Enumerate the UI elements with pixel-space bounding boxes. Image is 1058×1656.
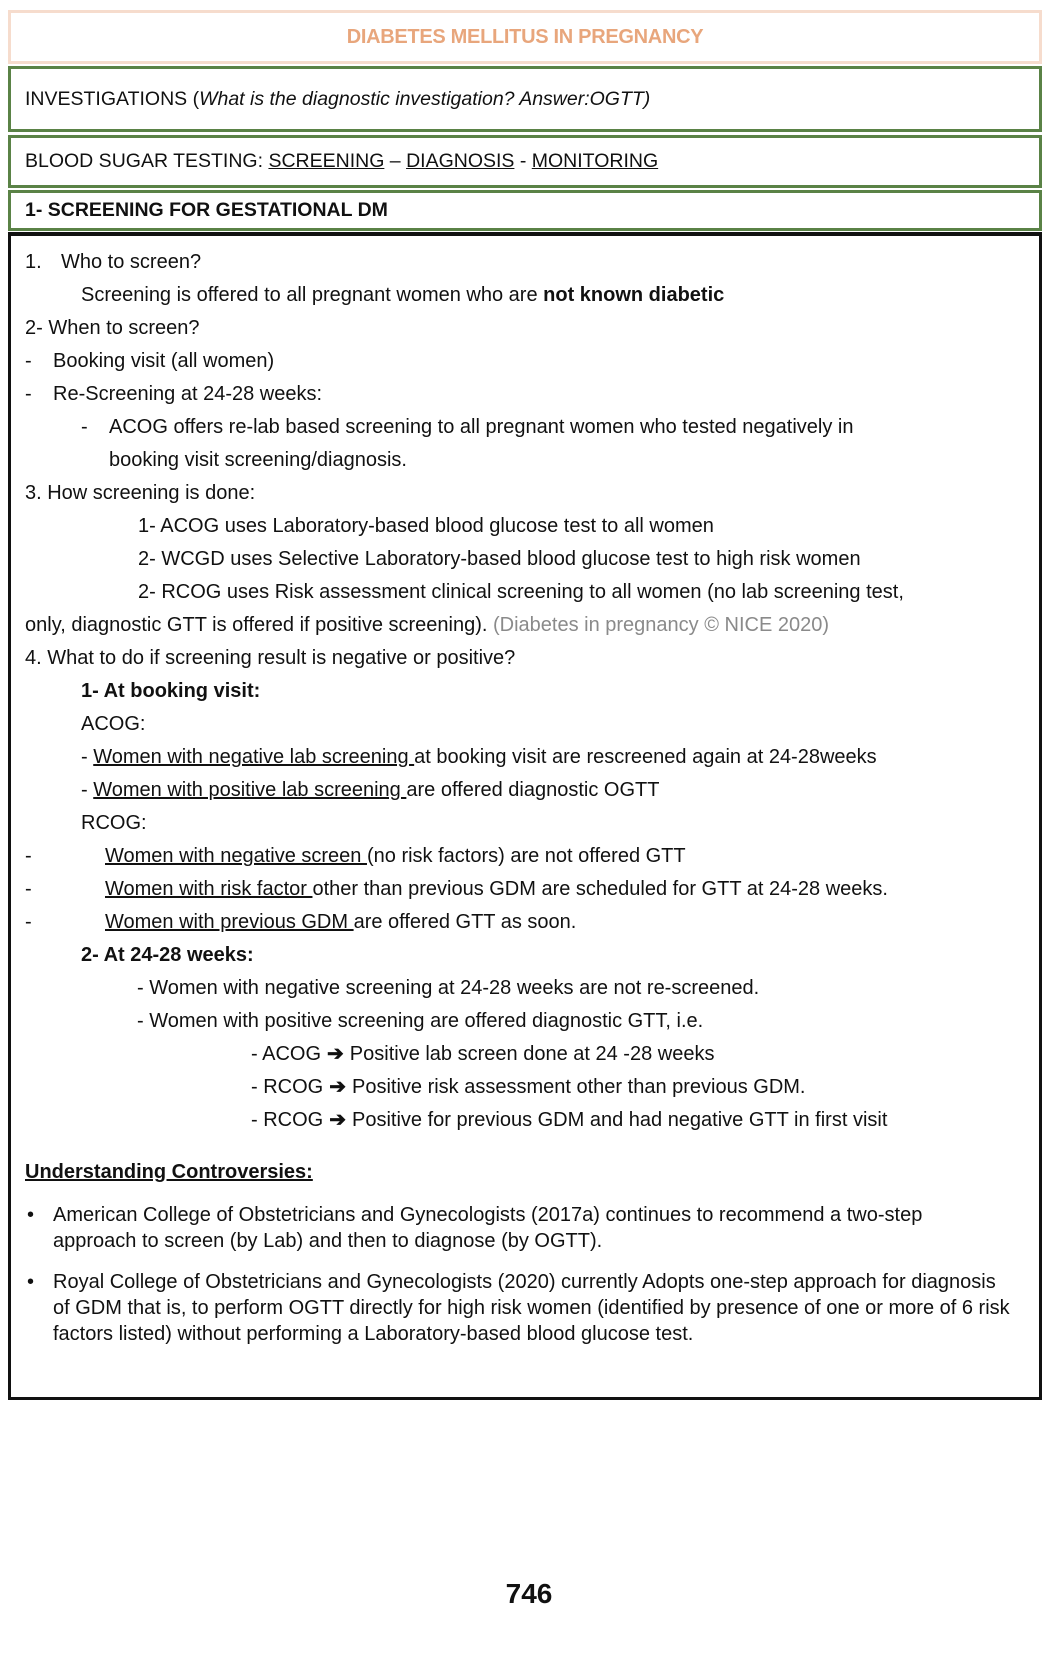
dash-icon: - bbox=[25, 911, 32, 933]
dash-icon: - bbox=[81, 416, 88, 438]
rcog-item-rest: are offered GTT as soon. bbox=[353, 911, 577, 933]
page-number: 746 bbox=[505, 1578, 553, 1609]
controversies-heading: Understanding Controversies: bbox=[25, 1161, 313, 1183]
monitoring-link: MONITORING bbox=[531, 150, 659, 172]
who-text-bold: not known diabetic bbox=[543, 284, 725, 306]
rcog-item bbox=[25, 906, 1029, 939]
controversy-bullet: • Royal College of Obstetricians and Gynecologists (2020) currently Adopts one-step approach for diagnosis of GDM that is, to perform OGTT directly for high risk women (identified by presence of one or more of 6 risk factors listed) without performing a Laboratory-based blood glucose test. bbox=[25, 1269, 1011, 1347]
acog-item-underlined: Women with negative lab screening bbox=[93, 746, 415, 768]
how-item: 2- WCGD uses Selective Laboratory-based blood glucose test to high risk women bbox=[138, 548, 861, 570]
weeks-heading: 2- At 24-28 weeks: bbox=[81, 944, 254, 966]
content-lines bbox=[25, 246, 1029, 1137]
dash-icon: - bbox=[81, 746, 88, 768]
rcog-label: RCOG: bbox=[81, 812, 147, 834]
separator: - bbox=[514, 150, 532, 172]
org-label: - RCOG bbox=[251, 1109, 324, 1131]
arrow-right-icon: ➔ bbox=[329, 1076, 346, 1098]
booking-heading: 1- At booking visit: bbox=[81, 680, 261, 702]
how-continuation bbox=[25, 609, 1029, 642]
arrow-item bbox=[25, 1104, 1029, 1137]
screening-link: SCREENING bbox=[268, 150, 385, 172]
how-heading: 3. How screening is done: bbox=[25, 482, 256, 504]
list-number: 1. bbox=[25, 251, 42, 273]
rcog-item-rest: (no risk factors) are not offered GTT bbox=[366, 845, 686, 867]
who-text bbox=[25, 279, 1029, 312]
blood-sugar-label: BLOOD SUGAR TESTING: bbox=[25, 150, 269, 172]
when-subitem-cont: booking visit screening/diagnosis. bbox=[109, 449, 407, 471]
acog-item-rest: at booking visit are rescreened again at 24-28weeks bbox=[414, 746, 877, 768]
section-header-box bbox=[8, 190, 1042, 231]
weeks-item: - Women with negative screening at 24-28 weeks are not re-screened. bbox=[137, 977, 760, 999]
separator: – bbox=[384, 150, 407, 172]
arrow-item-text: Positive risk assessment other than previous GDM. bbox=[351, 1076, 806, 1098]
who-heading bbox=[25, 246, 1029, 279]
when-subitem-text: ACOG offers re-lab based screening to all pregnant women who tested negatively in bbox=[109, 416, 854, 438]
when-heading: 2- When to screen? bbox=[25, 317, 200, 339]
rcog-item-underlined: Women with previous GDM bbox=[105, 911, 354, 933]
rcog-item bbox=[25, 840, 1029, 873]
how-continuation-text: only, diagnostic GTT is offered if positive screening). bbox=[25, 614, 493, 636]
investigations-box bbox=[8, 66, 1042, 132]
dash-icon: - bbox=[81, 779, 88, 801]
document-title: DIABETES MELLITUS IN PREGNANCY bbox=[346, 26, 704, 48]
when-subitem bbox=[25, 411, 1029, 444]
arrow-item bbox=[25, 1038, 1029, 1071]
arrow-item bbox=[25, 1071, 1029, 1104]
controversies-section bbox=[25, 1158, 1011, 1362]
rcog-item-underlined: Women with risk factor bbox=[105, 878, 313, 900]
arrow-right-icon: ➔ bbox=[329, 1109, 346, 1131]
main-content-box bbox=[8, 232, 1042, 1400]
arrow-right-icon: ➔ bbox=[327, 1043, 344, 1065]
acog-item-rest: are offered diagnostic OGTT bbox=[406, 779, 660, 801]
diagnosis-link: DIAGNOSIS bbox=[406, 150, 515, 172]
acog-item bbox=[25, 774, 1029, 807]
dash-icon: - bbox=[25, 878, 32, 900]
citation: (Diabetes in pregnancy © NICE 2020) bbox=[493, 614, 830, 636]
investigations-label: INVESTIGATIONS ( bbox=[25, 87, 200, 110]
org-label: - ACOG bbox=[251, 1043, 322, 1065]
acog-item bbox=[25, 741, 1029, 774]
arrow-item-text: Positive lab screen done at 24 -28 weeks bbox=[349, 1043, 715, 1065]
how-item: 2- RCOG uses Risk assessment clinical screening to all women (no lab screening test, bbox=[138, 581, 904, 603]
when-item-text: Booking visit (all women) bbox=[53, 350, 275, 372]
section-header: 1- SCREENING FOR GESTATIONAL DM bbox=[25, 199, 388, 221]
how-item: 1- ACOG uses Laboratory-based blood glucose test to all women bbox=[138, 515, 714, 537]
when-item bbox=[25, 378, 1029, 411]
rcog-item-underlined: Women with negative screen bbox=[105, 845, 367, 867]
arrow-item-text: Positive for previous GDM and had negative GTT in first visit bbox=[351, 1109, 888, 1131]
org-label: - RCOG bbox=[251, 1076, 324, 1098]
investigations-question: What is the diagnostic investigation? Answer:OGTT) bbox=[199, 87, 651, 110]
controversy-bullet: • American College of Obstetricians and Gynecologists (2017a) continues to recommend a two-step approach to screen (by Lab) and then to diagnose (by OGTT). bbox=[25, 1202, 1011, 1254]
rcog-item-rest: other than previous GDM are scheduled for GTT at 24-28 weeks. bbox=[312, 878, 888, 900]
acog-label: ACOG: bbox=[81, 713, 146, 735]
dash-icon: - bbox=[25, 350, 32, 372]
what-to-do-heading: 4. What to do if screening result is negative or positive? bbox=[25, 647, 516, 669]
acog-item-underlined: Women with positive lab screening bbox=[93, 779, 407, 801]
when-item-text: Re-Screening at 24-28 weeks: bbox=[53, 383, 323, 405]
weeks-item: - Women with positive screening are offered diagnostic GTT, i.e. bbox=[137, 1010, 704, 1032]
dash-icon: - bbox=[25, 383, 32, 405]
who-text-plain: Screening is offered to all pregnant women who are bbox=[81, 284, 544, 306]
blood-sugar-testing-box bbox=[8, 135, 1042, 188]
who-heading-text: Who to screen? bbox=[61, 251, 202, 273]
rcog-item bbox=[25, 873, 1029, 906]
title-banner bbox=[8, 10, 1042, 64]
dash-icon: - bbox=[25, 845, 32, 867]
when-item bbox=[25, 345, 1029, 378]
